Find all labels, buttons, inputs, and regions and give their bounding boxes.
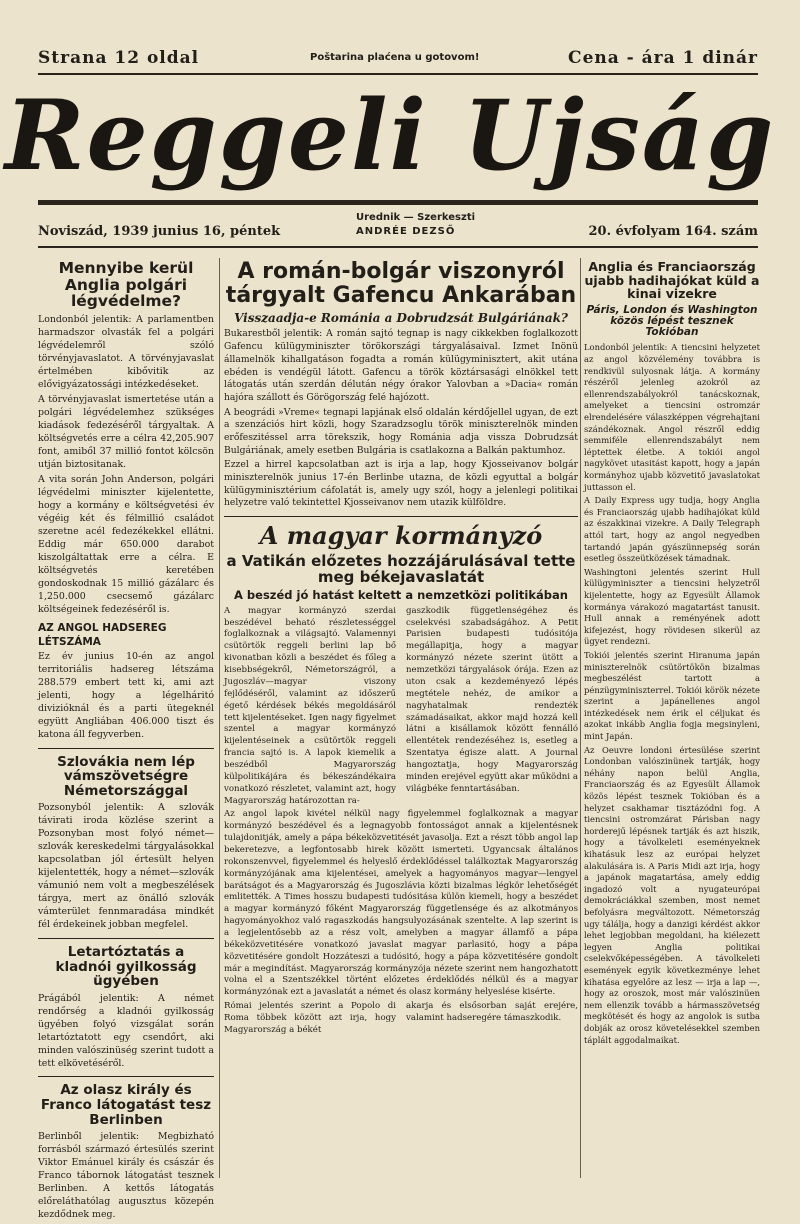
- right-column: [584, 258, 760, 1048]
- paragraph: gaszkodik függetlenségéhez és cselekvési szabadságához. A Petit Parisien budapesti tudósitója megállapitja, hogy a magyar kormányzó nézete szerint ütött a nemzetközi tárgyalások órája. Ezen az uton csak a kezdeményező lépés megtétele nehéz, de amikor a nagyhatalmak rendezték számadásaikat, akkor majd hozzá kell látni a kisállamok között fennálló ellentétek rendezéséhez is, esetleg a Szentatya égisze alatt. A Journal hangoztatja, hogy Magyarország minden erejével együtt akar működni a világbéke fenntartásában.: [406, 605, 578, 794]
- paragraph: Az angol lapok kivétel nélkül nagy figyelemmel foglalkoznak a magyar kormányzó beszédével és a legnagyobb fontosságot annak a kijelentésnek tulajdonitják, amely a pápa békeközvetitését javasolja. Ezt a részt több angol lap bekeretezve, a legfontosabb hirek között ismerteti. Ugyancsak általános rokonszenvvel, figyelemmel és helyeslő érdeklődéssel találkoztak Magyarország kormányzójának ama kijelentései, amelyek a hagyományos magyar—lengyel barátságot és a Magyarország és Jugoszlávia közti bizalmas légkör lehetőségét emlitették. A Times hosszu budapesti tudósitása külön kiemeli, hogy a beszédet a magyar kormányzó főként Magyarország függetlensége és az alkotmányos hagyományokhoz való ragaszkodás hangsulyozásának szentelte. A lap szerint is a legjelentősebb az a rész volt, amelyben a magyar államfő a pápa békeközvetitésére vonatkozó javaslat magyar parlasitó, hogy a pápa közvetitésére gondolt Hozzáteszi a tudósitó, hogy a pápa közvetitésére gondolt már a megindítást. Magyarország kormányzója nézete szerint nem hangozhatott volna el a Szentszékkel történt előzetes érdeklődés nélkül és a magyar kormányzónak ezt a javaslatát a német és olasz kormány helyeslése kisérte.: [224, 809, 578, 998]
- dateline-strip: [38, 210, 758, 246]
- paragraph: A törvényjavaslat ismertetése után a polgári légvédelemhez szükséges kiadások fedezéséről tárgyaltak. A költségvetés erre a célra 42,205.907 font, amiből 37 millió fontot kölcsön utján biztositanak.: [38, 394, 214, 470]
- left-column: [38, 258, 214, 1224]
- editor-label: Urednik — Szerkeszti: [356, 212, 476, 223]
- article-kladno: [38, 945, 214, 1071]
- subheadline: Visszaadja-e Románia a Dobrudzsát Bulgáriának?: [234, 310, 568, 325]
- center-column: [224, 258, 578, 1039]
- headline: Az olasz király és Franco látogatást tesz Berlinben: [40, 1082, 212, 1128]
- article-china-waters: [584, 260, 760, 1046]
- column-divider-right: [580, 258, 581, 1178]
- newspaper-title: Reggeli Ujság: [4, 78, 776, 192]
- paragraph: A vita során John Anderson, polgári légvédelmi miniszter kijelentette, hogy a kormány e költségvetési év végéig két és félmillió családot szeretne acél fedezékekkel ellátni. Eddig már 650.000 darabot kiszolgáltattak erre a célra. E költségvetés keretében gondoskodnak 15 millió gázálarc és 1,250.000 csecsemő gázálarc költségeinek fedezéséről is.: [38, 473, 214, 615]
- place-date: Noviszád, 1939 junius 16, péntek: [38, 224, 281, 239]
- subheading: AZ ANGOL HADSEREG LÉTSZÁMA: [38, 622, 167, 648]
- headline: Anglia és Franciaország ujabb hadihajókat küld a kinai vizekre: [584, 259, 760, 301]
- subheadline: Páris, London és Washington közös lépést tesznek Tokióban: [586, 303, 758, 339]
- headline: A román-bolgár viszonyról tárgyalt Gafencu Ankarában: [225, 259, 577, 308]
- article-rule: [38, 1076, 214, 1077]
- paragraph: Londonból jelentik: A tiencsini helyzetet az angol közvélemény továbbra is rendkivül sulyosnak látja. A kormány részéről jelenleg azokról az ellenrendszabályokról tanácskoznak, amelyeket a tiencsini ostromzár elrendelésére válaszképpen végrehajtani szándékoznak. Angol részről eddig semmiféle ellenrendszabályt nem léptettek életbe. A tokiói angol nagykövet utasitást kapott, hogy a japán kormányhoz ujabb közvetitő javaslatokat juttasson el.: [584, 342, 760, 492]
- two-column-text: [224, 1001, 578, 1039]
- article-rule: [38, 938, 214, 939]
- headline: A magyar kormányzó: [259, 521, 543, 551]
- article-rule: [38, 748, 214, 749]
- top-strip: [38, 48, 758, 72]
- masthead: [4, 72, 776, 198]
- paragraph: A beográdi »Vreme« tegnapi lapjának első oldalán kérdőjellel ugyan, de ezt a szenzációs hirt közli, hogy Szaradzsoglu török miniszterelnök minden erőfeszitéssel arra törekszik, hogy Románia adja vissza Dobrudzsát Bulgáriának, amely esetben Bulgária is csatlakozna a Balkán paktumhoz.: [224, 406, 578, 456]
- paragraph: A magyar kormányzó szerdai beszédével beható részletességgel foglalkoznak a világsajtó. Valamennyi csütörtök reggeli berlini lap bő kivonatban közli a beszédet és főleg a kisebbségekről, Németországról, a Jugoszláv—magyar viszony fejlődéséről, valamint az időszerű égető kérdések békés megoldásáról tett kijelentéseket. Igen nagy figyelmet szentel a magyar kormányzó kijelentéseinek a csütörtök reggeli francia sajtó is. A lapok kiemelik a beszédből Magyarország külpolitikájára és békeszándékaira vonatkozó részletet, valamint azt, hogy Magyarország határozottan ra-: [224, 605, 396, 806]
- postage-notice: Poštarina plaćena u gotovom!: [310, 52, 480, 63]
- article-regent-peace: [224, 523, 578, 1039]
- editor-name: ANDRÉE DEZSŐ: [356, 226, 456, 237]
- dateline-rule: [38, 246, 758, 251]
- paragraph: Ezzel a hirrel kapcsolatban azt is irja a lap, hogy Kjosseivanov bolgár miniszterelnök junius 17-én Berlinbe utazna, de közli egyuttal a bolgár külügyminisztérium cáfolatát is, amely ugy szól, hogy a jelenlegi politikai helyzetre való tekintettel Kjosseivanov nem utazik külföldre.: [224, 459, 578, 509]
- article-air-defence: [38, 260, 214, 742]
- paragraph: Ez év junius 10-én az angol territoriális hadsereg létszáma 288.579 embert tett ki, ami azt jelenti, hogy a légelháritó divizióknál és a parti ütegeknél együtt Angliában 406.000 tiszt és katona áll fegyverben.: [38, 650, 214, 740]
- column-divider-left: [219, 258, 220, 1178]
- two-column-text: [224, 606, 578, 810]
- paragraph: Római jelentés szerint a Popolo di Roma többek között azt irja, hogy Magyarország a békét: [224, 1001, 396, 1035]
- paragraph: Pozsonyból jelentik: A szlovák távirati iroda közlése szerint a Pozsonyban most folyó német—szlovák kereskedelmi tárgyalásokkal kapcsolatban jól értesült helyen kijelentették, hogy a német—szlovák vámunió nem volt a megbeszélések tárgya, mert az önálló szlovák vámterület fennmaradása mindkét fél érdekeinek jobban megfelel.: [38, 802, 214, 930]
- headline: Letartóztatás a kladnói gyilkosság ügyében: [55, 943, 197, 990]
- page-count: Strana 12 oldal: [38, 48, 200, 68]
- article-rule: [224, 516, 578, 517]
- article-romanian-bulgarian: [224, 260, 578, 510]
- paragraph: akarja és elsősorban saját erejére, valamint hadseregére támaszkodik.: [406, 1001, 578, 1023]
- paragraph: Az Oeuvre londoni értesülése szerint Londonban valószinünek tartják, hogy néhány napon belül Anglia, Franciaország és az Egyesült Államok közös lépést tesznek Tokióban és a helyzet csakhamar tisztázódni fog. A tiencsini ostromzárat Párisban nagy horderejű lépésnek tartják és azt hiszik, hogy a távolkeleti eseményeknek kihatásuk lesz az európai helyzet alakulására is. A Paris Midi azt irja, hogy a japánok magatartása, amely eddig ingadozó volt a nyugateurópai demokráciákkal szemben, most nemet befolyásra megváltozott. Németország ugy tálálja, hogy a danzigi kérdést akkor lehet legjobban megoldani, ha kiélezett legyen Anglia politikai cselekvőképességében. A távolkeleti események egyik következménye lehet kihatása egyelőre az lesz — irja a lap —, hogy az oroszok, most már valószinüen nem ellenzik tovább a hármasszövetség megkötését és hogy az angolok is sutba dobják az orosz követelésekkel szemben táplált aggodalmaikat.: [584, 744, 760, 1045]
- paragraph: Prágából jelentik: A német rendőrség a kladnói gyilkosság ügyében folyó vizsgálat során letartóztatott egy csendőrt, aki minden valószinüség szerint tudott a tett elkövetéséről.: [38, 992, 214, 1069]
- paragraph: A Daily Express ugy tudja, hogy Anglia és Franciaország ujabb hadihajókat küld az északkinai vizekre. A Daily Telegraph attól tart, hogy az angol negyedben tartandó japán gyászünnepség során esetleg összeütközések támadnak.: [584, 495, 760, 564]
- price: Cena - ára 1 dinár: [568, 48, 758, 68]
- paragraph: Bukarestből jelentik: A román sajtó tegnap is nagy cikkekben foglalkozott Gafencu külügyminiszter törökországi tárgyalásaival. Izmet Inönü államelnök kihallgatáson fogadta a román külügyminisztert, akit utána ebéden is vendégül látott. Gafencu a török köztársasági elnökkel tett látogatás után szerdán délután négy órakor Yalovban a »Dacia« román hajóra szállott és Görögország felé hajózott.: [224, 328, 578, 403]
- article-berlin-visit: [38, 1083, 214, 1222]
- paragraph: Washingtoni jelentés szerint Hull külügyminiszter a tiencsini helyzetről kijelentette, hogy az Egyesült Államok kormánya várakozó magatartást tanusit. Hull annak a reményének adott kifejezést, hogy rövidesen sikerül az ügyet rendezni.: [584, 566, 760, 647]
- issue-number: 20. évfolyam 164. szám: [588, 224, 758, 239]
- headline-continued: a Vatikán előzetes hozzájárulásával tette meg békejavaslatát: [226, 551, 576, 587]
- paragraph: Londonból jelentik: A parlamentben harmadszor olvasták fel a polgári légvédelemről szóló törvényjavaslatot. A törvényjavaslat értelmében kibővitik az elővigyázatossági intézkedéseket.: [38, 314, 214, 391]
- article-slovakia: [38, 755, 214, 932]
- masthead-rule: [38, 200, 758, 208]
- paragraph: Tokiói jelentés szerint Hiranuma japán miniszterelnök csütörtökön bizalmas megbeszélést tartott a pénzügyminiszterrel. Tokiói körök nézete szerint a japánellenes angol intézkedések nem érik el céljukat és azokat inkább Anglia fogja megsinyleni, mint Japán.: [584, 649, 760, 742]
- subheadline: A beszéd jó hatást keltett a nemzetközi politikában: [234, 588, 568, 603]
- headline: Szlovákia nem lép vámszövetségre Németországgal: [57, 753, 195, 799]
- headline: Mennyibe kerül Anglia polgári légvédelme?: [58, 259, 194, 311]
- paragraph: Berlinből jelentik: Megbizható forrásból származó értesülés szerint Viktor Emánuel király és császár és Franco tábornok látogatást tesznek Berlinben. A kettős látogatás előreláthatólag augusztus közepén kezdődnek meg.: [38, 1131, 214, 1221]
